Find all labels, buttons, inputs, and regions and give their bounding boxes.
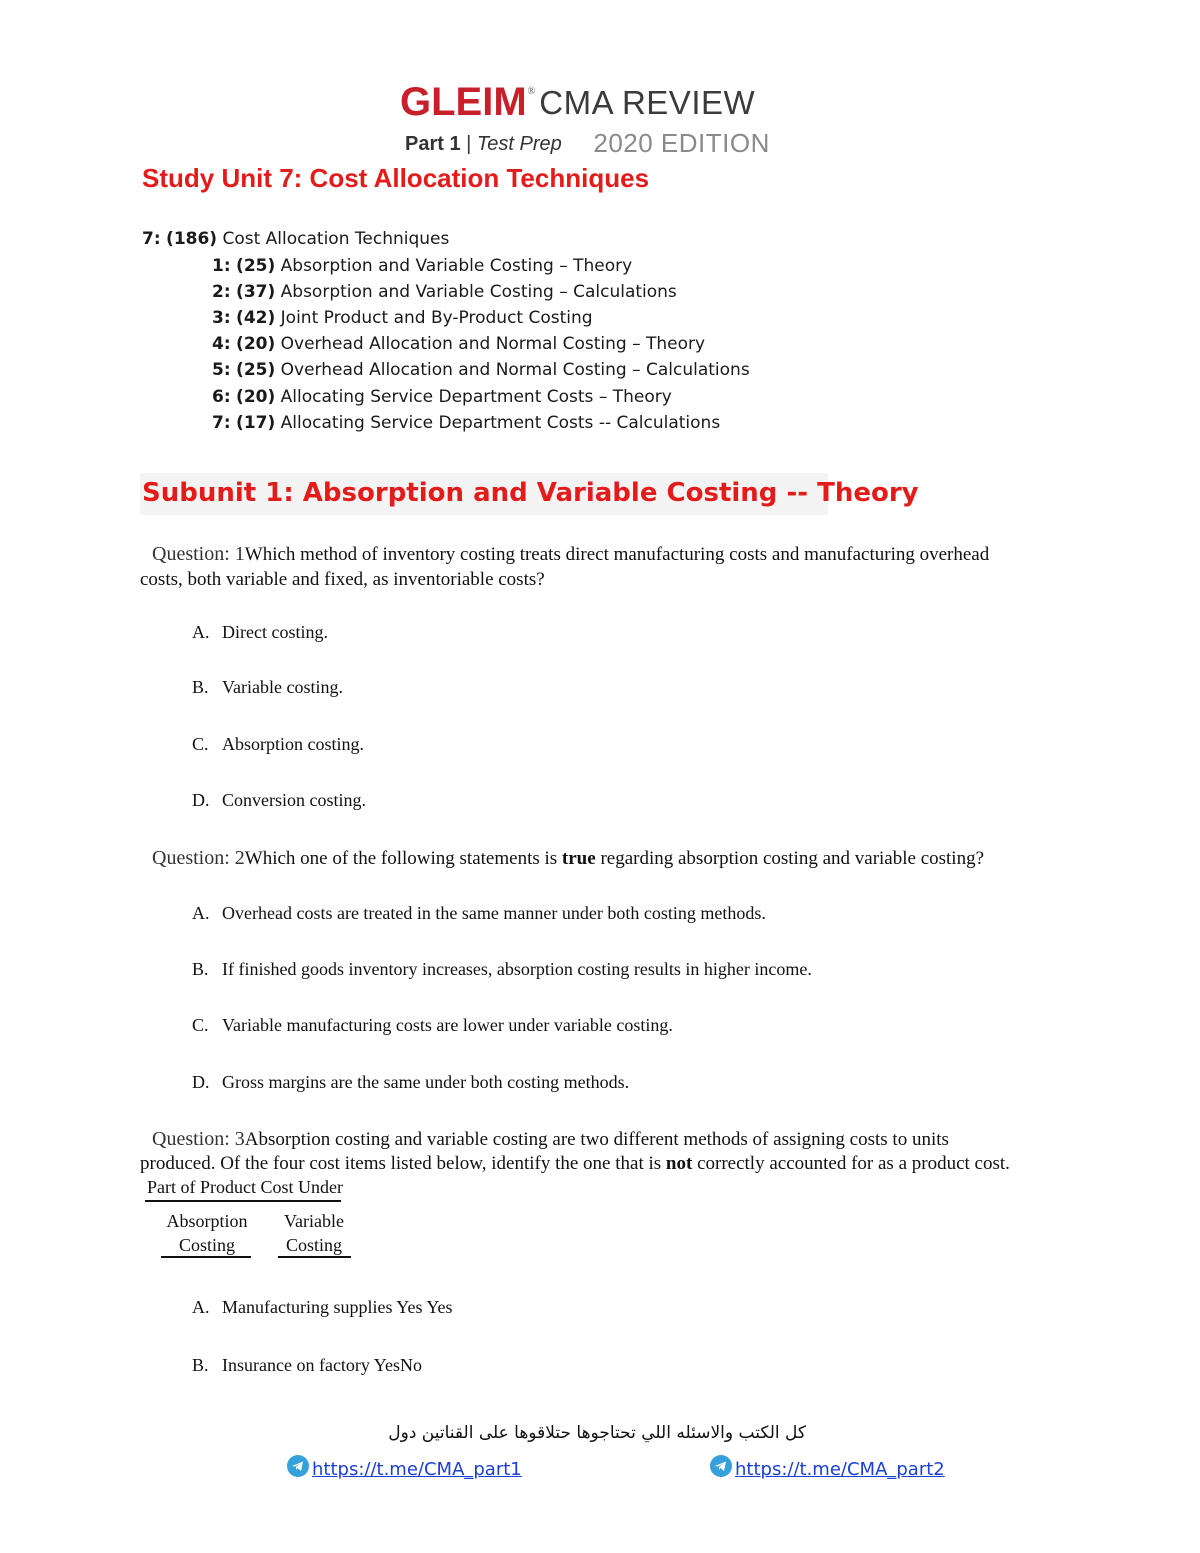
option-letter: C. (192, 734, 209, 754)
toc-count: (25) (236, 256, 276, 276)
toc-count: (42) (236, 308, 276, 328)
toc-item[interactable] (212, 360, 750, 380)
question-2-text (152, 847, 984, 870)
toc-title: Overhead Allocation and Normal Costing – Calculations (280, 360, 750, 380)
footer-arabic-note: كل الكتب والاسئله اللي تحتاجوها حتلاقوها على القناتين دول (388, 1423, 806, 1443)
question-1-text-cont: costs, both variable and fixed, as inventoriable costs? (140, 569, 545, 590)
separator: | (466, 133, 472, 155)
toc-count: (25) (236, 360, 276, 380)
telegram-icon[interactable] (287, 1455, 309, 1477)
toc-num: 4: (212, 334, 231, 354)
toc-title: Allocating Service Department Costs – Theory (280, 387, 672, 407)
option-text: Variable costing. (222, 677, 343, 697)
logo-trademark: ® (527, 86, 536, 97)
option-letter: A. (192, 622, 210, 642)
column-label: Costing (285, 1235, 342, 1255)
toc-title: Joint Product and By-Product Costing (280, 308, 593, 328)
telegram-link-part2[interactable]: https://t.me/CMA_part2 (735, 1459, 945, 1480)
table-header: Part of Product Cost Under (147, 1177, 343, 1197)
answer-option[interactable] (192, 622, 328, 643)
question-text: correctly accounted for as a product cost. (692, 1153, 1010, 1174)
subunit-title: Subunit 1: Absorption and Variable Costing -- Theory (142, 478, 919, 508)
answer-option[interactable] (192, 790, 366, 811)
edition-label: 2020 EDITION (593, 128, 770, 158)
option-letter: A. (192, 903, 210, 923)
option-text: Manufacturing supplies Yes Yes (222, 1297, 453, 1317)
toc-count: (20) (236, 334, 276, 354)
option-text: Overhead costs are treated in the same manner under both costing methods. (222, 903, 766, 923)
option-text: If finished goods inventory increases, absorption costing results in higher income. (222, 959, 812, 979)
logo-product: CMA REVIEW (539, 84, 756, 121)
answer-option[interactable] (192, 1072, 629, 1093)
question-text: regarding absorption costing and variable costing? (595, 848, 985, 869)
table-header-underline (145, 1200, 341, 1202)
toc-item[interactable] (212, 413, 720, 433)
column-label: Absorption (166, 1211, 248, 1231)
telegram-icon[interactable] (710, 1455, 732, 1477)
toc-title: Overhead Allocation and Normal Costing – Theory (280, 334, 706, 354)
toc-main (142, 229, 449, 249)
option-text: Insurance on factory YesNo (222, 1355, 422, 1375)
toc-title: Absorption and Variable Costing – Calculations (280, 282, 677, 302)
test-prep-label: Test Prep (476, 133, 562, 155)
answer-option[interactable] (192, 734, 364, 755)
option-text: Variable manufacturing costs are lower under variable costing. (222, 1015, 673, 1035)
toc-item[interactable] (212, 334, 705, 354)
question-emphasis: not (665, 1153, 693, 1174)
toc-num: 2: (212, 282, 231, 302)
question-text: Absorption costing and variable costing are two different methods of assigning costs to units (244, 1129, 949, 1150)
question-3-text-cont (140, 1153, 1010, 1175)
answer-option[interactable] (192, 959, 812, 980)
toc-item[interactable] (212, 282, 677, 302)
toc-title: Absorption and Variable Costing – Theory (280, 256, 633, 276)
toc-num: 5: (212, 360, 231, 380)
question-3-text (152, 1128, 949, 1151)
option-letter: A. (192, 1297, 210, 1317)
question-label: Question: 1 (152, 543, 245, 565)
question-text: Which method of inventory costing treats direct manufacturing costs and manufacturing overhead (244, 544, 990, 565)
toc-title: Cost Allocation Techniques (222, 229, 450, 249)
option-text: Direct costing. (222, 622, 328, 642)
toc-num: 7: (212, 413, 231, 433)
question-label: Question: 3 (152, 1128, 245, 1150)
question-emphasis: true (561, 848, 596, 869)
column-label: Variable (284, 1211, 344, 1231)
option-letter: B. (192, 677, 209, 697)
column-underline (161, 1256, 251, 1258)
header-subtitle (405, 129, 770, 158)
logo-brand: GLEIM (400, 80, 527, 124)
telegram-link-part1[interactable]: https://t.me/CMA_part1 (312, 1459, 522, 1480)
toc-count: (37) (236, 282, 276, 302)
toc-num: 3: (212, 308, 231, 328)
option-text: Absorption costing. (222, 734, 364, 754)
toc-count: (186) (166, 229, 218, 249)
option-text: Gross margins are the same under both costing methods. (222, 1072, 630, 1092)
toc-item[interactable] (212, 308, 593, 328)
answer-option[interactable] (192, 1297, 453, 1318)
option-letter: D. (192, 790, 210, 810)
question-text: Which one of the following statements is (244, 848, 562, 869)
toc-title: Allocating Service Department Costs -- Calculations (280, 413, 721, 433)
part-label: Part 1 (405, 133, 461, 155)
question-label: Question: 2 (152, 847, 245, 869)
toc-item[interactable] (212, 387, 672, 407)
option-letter: C. (192, 1015, 209, 1035)
column-label: Costing (178, 1235, 235, 1255)
option-letter: B. (192, 1355, 209, 1375)
question-1-text (152, 543, 989, 566)
toc-num: 7: (142, 229, 161, 249)
answer-option[interactable] (192, 677, 343, 698)
answer-option[interactable] (192, 1015, 673, 1036)
table-column-absorption (160, 1209, 254, 1257)
gleim-logo (400, 80, 755, 124)
toc-count: (17) (236, 413, 276, 433)
toc-item[interactable] (212, 256, 632, 276)
toc-num: 1: (212, 256, 231, 276)
study-unit-title: Study Unit 7: Cost Allocation Techniques (142, 163, 650, 193)
toc-num: 6: (212, 387, 231, 407)
column-underline (278, 1256, 351, 1258)
question-text: produced. Of the four cost items listed below, identify the one that is (140, 1153, 666, 1174)
answer-option[interactable] (192, 903, 766, 924)
option-letter: B. (192, 959, 209, 979)
option-text: Conversion costing. (222, 790, 366, 810)
table-column-variable (276, 1209, 352, 1257)
toc-count: (20) (236, 387, 276, 407)
option-letter: D. (192, 1072, 210, 1092)
answer-option[interactable] (192, 1355, 422, 1376)
